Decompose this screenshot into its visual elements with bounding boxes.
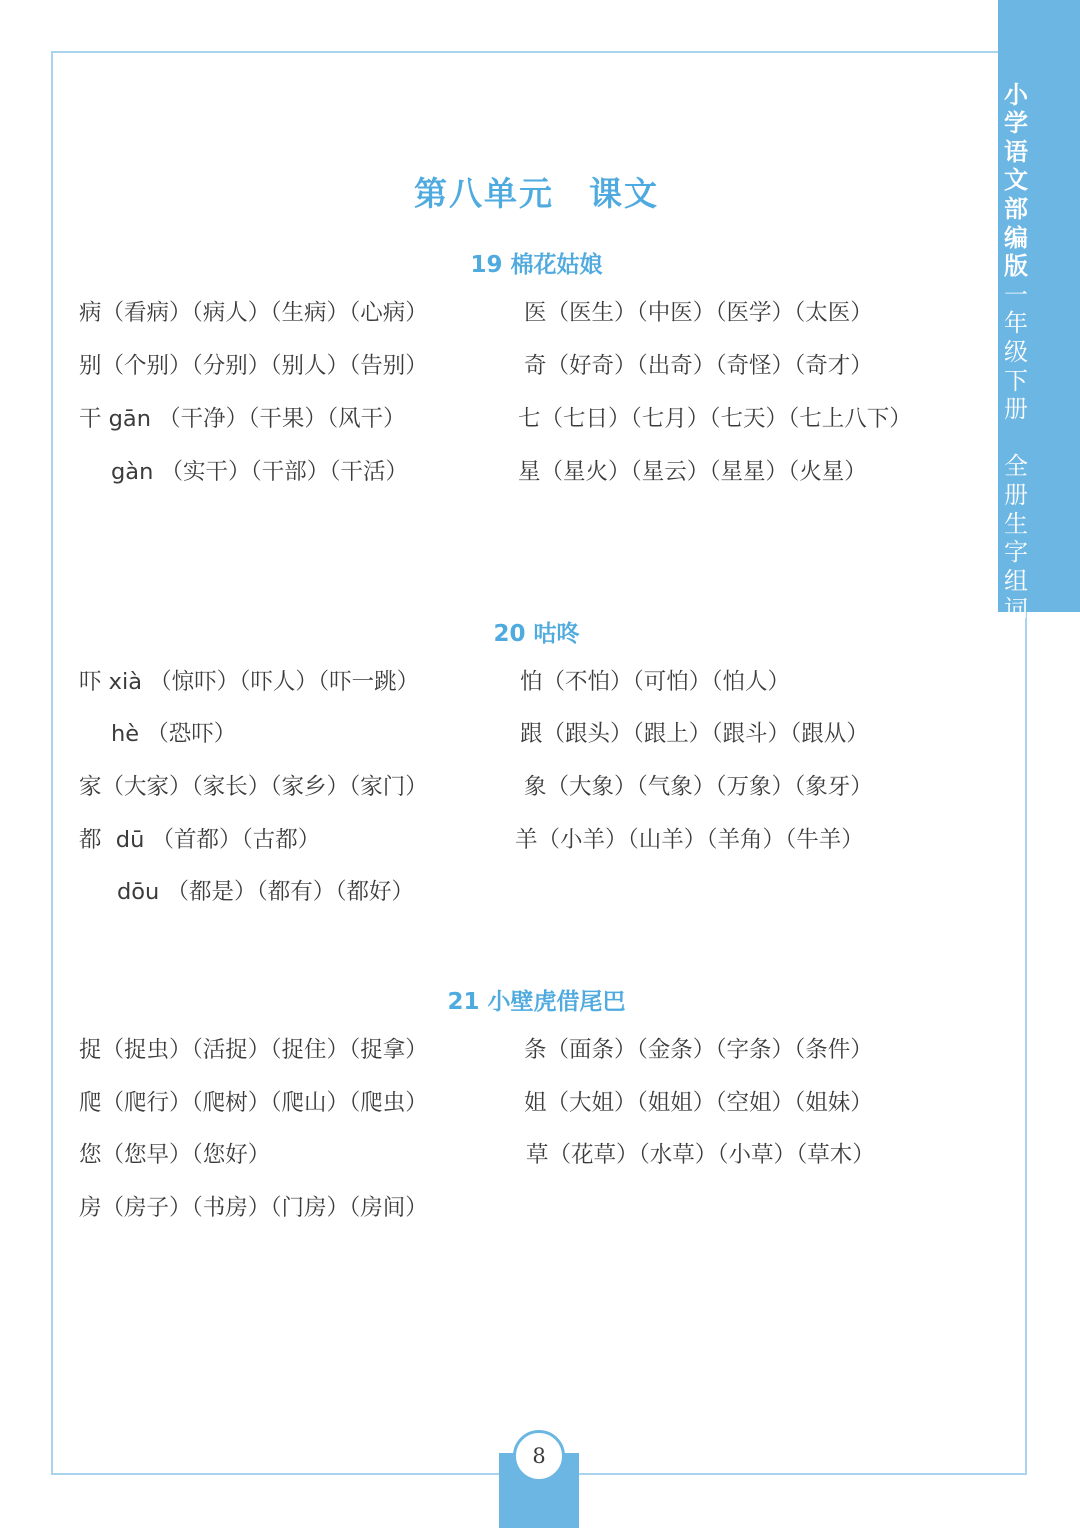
lesson-21-line: 您（您早）（您好） <box>79 1142 271 1168</box>
lesson-19-line: 星（星火）（星云）（星星）（火星） <box>518 459 867 485</box>
side-tab-subtitle: 一 年 级 下 册 全 册 生 字 组 词 <box>1004 280 1028 624</box>
lesson-20-line: 羊（小羊）（山羊）（羊角）（牛羊） <box>515 827 864 853</box>
side-tab-title: 小 学 语 文 部 编 版 <box>1004 80 1028 281</box>
lesson-20-line: 都 dū （首都）（古都） <box>79 827 321 853</box>
lesson-20-title: 20 咕咚 <box>493 621 580 647</box>
side-tab-text <box>1003 52 1029 624</box>
lesson-20-line: dōu （都是）（都有）（都好） <box>117 879 414 905</box>
lesson-21-line: 捉（捉虫）（活捉）（捉住）（捉拿） <box>79 1037 428 1063</box>
lesson-19-line: 别（个别）（分别）（别人）（告别） <box>79 353 428 379</box>
lesson-19-line: gàn （实干）（干部）（干活） <box>111 459 408 485</box>
lesson-21-line: 条（面条）（金条）（字条）（条件） <box>524 1037 873 1063</box>
lesson-19-line: 医（医生）（中医）（医学）（太医） <box>524 300 873 326</box>
lesson-21-line: 爬（爬行）（爬树）（爬山）（爬虫） <box>79 1090 428 1116</box>
lesson-20-line: 怕（不怕）（可怕）（怕人） <box>520 669 791 695</box>
lesson-21-line: 姐（大姐）（姐姐）（空姐）（姐妹） <box>524 1090 873 1116</box>
lesson-20-line: 跟（跟头）（跟上）（跟斗）（跟从） <box>520 721 869 747</box>
lesson-21-title: 21 小壁虎借尾巴 <box>447 989 626 1015</box>
unit-title: 第八单元 课文 <box>414 174 659 213</box>
lesson-20-line: 家（大家）（家长）（家乡）（家门） <box>79 774 428 800</box>
lesson-19-line: 奇（好奇）（出奇）（奇怪）（奇才） <box>524 353 873 379</box>
lesson-19-line: 病（看病）（病人）（生病）（心病） <box>79 300 428 326</box>
lesson-19-line: 干 gān （干净）（干果）（风干） <box>79 406 406 432</box>
lesson-20-line: hè （恐吓） <box>111 721 237 747</box>
lesson-19-title: 19 棉花姑娘 <box>470 252 603 278</box>
lesson-20-line: 象（大象）（气象）（万象）（象牙） <box>524 774 873 800</box>
page-number: 8 <box>513 1430 565 1482</box>
lesson-21-line: 房（房子）（书房）（门房）（房间） <box>79 1195 428 1221</box>
lesson-21-line: 草（花草）（水草）（小草）（草木） <box>526 1142 875 1168</box>
lesson-19-line: 七（七日）（七月）（七天）（七上八下） <box>518 406 912 432</box>
lesson-20-line: 吓 xià （惊吓）（吓人）（吓一跳） <box>79 669 420 695</box>
